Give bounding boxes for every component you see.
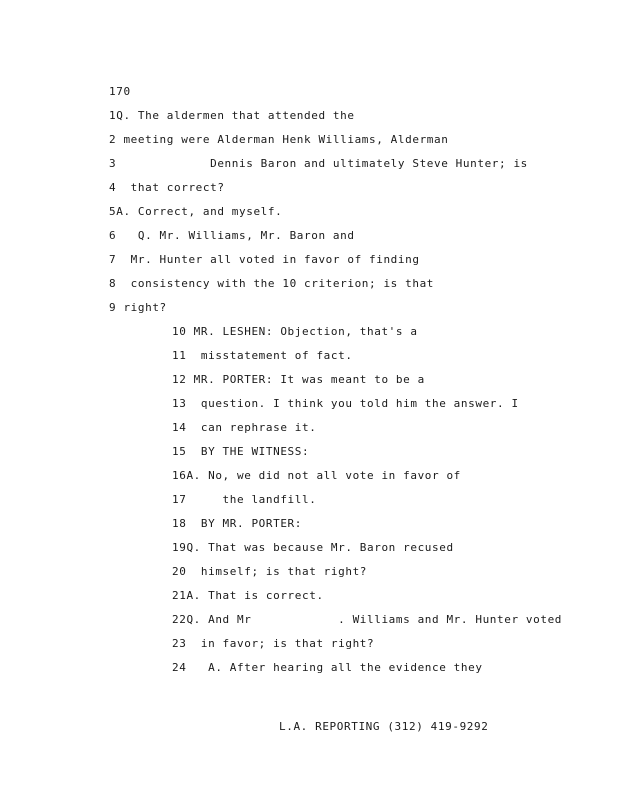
transcript-line-3: 3 Dennis Baron and ultimately Steve Hunter; is [109,157,528,170]
transcript-line-12: 12 MR. PORTER: It was meant to be a [172,373,425,386]
transcript-line-2: 2 meeting were Alderman Henk Williams, Alderman [109,133,449,146]
transcript-line-19: 19Q. That was because Mr. Baron recused [172,541,454,554]
transcript-line-13: 13 question. I think you told him the answer. I [172,397,519,410]
transcript-line-6: 6 Q. Mr. Williams, Mr. Baron and [109,229,355,242]
transcript-line-16: 16A. No, we did not all vote in favor of [172,469,461,482]
page-number: 170 [109,85,131,98]
transcript-line-8: 8 consistency with the 10 criterion; is that [109,277,435,290]
transcript-line-1: 1Q. The aldermen that attended the [109,109,355,122]
transcript-line-17: 17 the landfill. [172,493,317,506]
transcript-line-20: 20 himself; is that right? [172,565,368,578]
footer-reporting-contact: L.A. REPORTING (312) 419-9292 [279,720,489,733]
transcript-line-18: 18 BY MR. PORTER: [172,517,303,530]
transcript-line-24: 24 A. After hearing all the evidence they [172,661,483,674]
transcript-line-7: 7 Mr. Hunter all voted in favor of finding [109,253,420,266]
transcript-line-22: 22Q. And Mr . Williams and Mr. Hunter voted [172,613,563,626]
transcript-line-4: 4 that correct? [109,181,225,194]
transcript-line-23: 23 in favor; is that right? [172,637,375,650]
transcript-line-10: 10 MR. LESHEN: Objection, that's a [172,325,418,338]
transcript-line-14: 14 can rephrase it. [172,421,317,434]
transcript-line-21: 21A. That is correct. [172,589,324,602]
transcript-line-5: 5A. Correct, and myself. [109,205,283,218]
transcript-line-15: 15 BY THE WITNESS: [172,445,310,458]
transcript-line-9: 9 right? [109,301,167,314]
transcript-line-11: 11 misstatement of fact. [172,349,353,362]
